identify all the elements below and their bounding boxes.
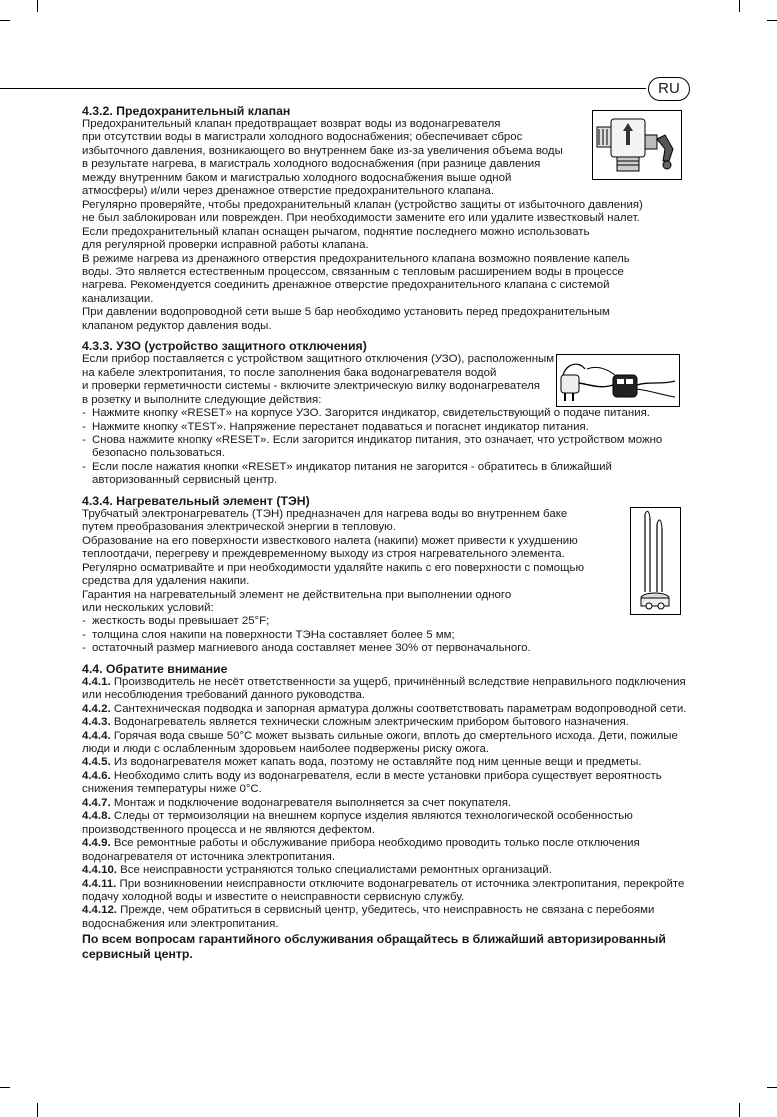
- crop-mark: [739, 1103, 740, 1117]
- paragraph-line: при отсутствии воды в магистрали холодного водоснабжения; обеспечивает сброс: [82, 131, 523, 144]
- paragraph-line: путем преобразования электрической энергии в тепловую.: [82, 521, 396, 534]
- paragraph-line: Трубчатый электронагреватель (ТЭН) предназначен для нагрева воды во внутреннем баке: [82, 507, 568, 520]
- item-text: Следы от термоизоляции на внешнем корпусе изделия являются технологической особенностью производственного процесса и не являются дефектом.: [82, 810, 633, 836]
- numbered-item: [82, 810, 688, 837]
- list-item-text: толщина слоя накипи на поверхности ТЭНа составляет более 5 мм;: [92, 628, 455, 641]
- list-item-text: Нажмите кнопку «RESET» на корпусе УЗО. Загорится индикатор, свидетельствующий о подаче питания.: [92, 407, 650, 420]
- item-text: Из водонагревателя может капать вода, поэтому не оставляйте под ним ценные вещи и предметы.: [113, 756, 642, 769]
- crop-mark: [767, 1087, 777, 1088]
- item-number: 4.4.9.: [82, 837, 111, 850]
- list-item: - Нажмите кнопку «TEST». Напряжение перестанет подаваться и погаснет индикатор питания.: [82, 421, 688, 434]
- numbered-item: [82, 716, 688, 729]
- list-item-text: остаточный размер магниевого анода составляет менее 30% от первоначального.: [92, 642, 531, 655]
- paragraph-line: Предохранительный клапан предотвращает возврат воды из водонагревателя: [82, 118, 501, 130]
- section-attention: [82, 662, 688, 961]
- paragraph-line: нагрева. Рекомендуется соединить дренажное отверстие предохранительного клапана с системой: [82, 279, 610, 292]
- list-item: - Если после нажатия кнопки «RESET» индикатор питания не загорится - обратитесь в ближайший авторизованный сервисный центр.: [82, 461, 688, 488]
- paragraph-line: средства для удаления накипи.: [82, 575, 250, 588]
- paragraph-line: атмосферы) и/или через дренажное отверстие предохранительного клапана.: [82, 185, 495, 198]
- list-item: - жесткость воды превышает 25°F;: [82, 615, 688, 628]
- paragraph-line: избыточного давления, возникающего во внутреннем баке из-за увеличения объема воды: [82, 144, 563, 157]
- item-number: 4.4.5.: [82, 756, 111, 769]
- list-item-text: Если после нажатия кнопки «RESET» индикатор питания не загорится - обратитесь в ближайший авторизованный сервисный центр.: [92, 460, 612, 487]
- list-item: - остаточный размер магниевого анода составляет менее 30% от первоначального.: [82, 642, 688, 655]
- list-item-text: жесткость воды превышает 25°F;: [92, 615, 270, 628]
- numbered-item: [82, 756, 688, 769]
- crop-mark: [0, 1087, 10, 1088]
- numbered-item: [82, 730, 688, 757]
- item-text: Необходимо слить воду из водонагревателя, если в месте установки прибора существует вероятность снижения температуры ниже 0°С.: [82, 769, 662, 796]
- section-heading: 4.4. Обратите внимание: [82, 661, 228, 676]
- numbered-item: [82, 676, 688, 703]
- paragraph-line: клапаном редуктор давления воды.: [82, 319, 272, 332]
- paragraph-line: Регулярно проверяйте, чтобы предохранительный клапан (устройство защиты от избыточного давления): [82, 198, 643, 211]
- numbered-item: [82, 837, 688, 864]
- section-rcd: [82, 339, 688, 488]
- item-text: Производитель не несёт ответственности за ущерб, причинённый вследствие неправильного подключения или несоблюдения требований данного руководства.: [82, 675, 686, 702]
- item-text: Все неисправности устраняются только специалистами ремонтных организаций.: [120, 864, 552, 877]
- paragraph-line: между внутренним баком и магистралью холодного водоснабжения выше одной: [82, 171, 512, 184]
- item-number: 4.4.3.: [82, 716, 111, 729]
- paragraph-line: на кабеле электропитания, то после заполнения бака водонагревателя водой: [82, 366, 497, 379]
- crop-mark: [37, 0, 38, 12]
- paragraph-line: Если прибор поставляется с устройством защитного отключения (УЗО), расположенным: [82, 353, 555, 366]
- list-item-text: Нажмите кнопку «TEST». Напряжение перестанет подаваться и погаснет индикатор питания.: [92, 420, 589, 433]
- header-rule: [0, 88, 646, 89]
- item-text: Горячая вода свыше 50°С может вызвать сильные ожоги, вплоть до смертельного исхода. Дети, пожилые люди и люди с ослабленным здоровьем наиболее подвержены риску ожога.: [82, 729, 678, 756]
- numbered-item: [82, 904, 688, 931]
- section-heading: 4.3.4. Нагревательный элемент (ТЭН): [82, 493, 310, 508]
- paragraph-line: воды. Это является естественным процессом, связанным с тепловым расширением воды в процессе: [82, 265, 624, 278]
- item-number: 4.4.12.: [82, 904, 117, 917]
- list-item: - Снова нажмите кнопку «RESET». Если загорится индикатор питания, это означает, что устройством можно безопасно пользоваться.: [82, 434, 688, 461]
- service-center-note: По всем вопросам гарантийного обслуживания обращайтесь в ближайший авторизированный сервисный центр.: [82, 932, 666, 961]
- item-number: 4.4.8.: [82, 810, 111, 823]
- paragraph-line: При давлении водопроводной сети выше 5 бар необходимо установить перед предохранительным: [82, 306, 610, 319]
- section-heading: 4.3.3. УЗО (устройство защитного отключения): [82, 339, 367, 354]
- item-text: Сантехническая подводка и запорная арматура должны соответствовать параметрам водопроводной сети.: [113, 702, 687, 715]
- list-item-text: Снова нажмите кнопку «RESET». Если загорится индикатор питания, это означает, что устройством можно безопасно пользоваться.: [92, 433, 663, 460]
- item-number: 4.4.1.: [82, 675, 111, 688]
- crop-mark: [739, 0, 740, 12]
- paragraph-line: или нескольких условий:: [82, 601, 214, 614]
- paragraph-line: и проверки герметичности системы - включите электрическую вилку водонагревателя: [82, 380, 540, 393]
- paragraph-line: Если предохранительный клапан оснащен рычагом, поднятие последнего можно использовать: [82, 225, 590, 238]
- numbered-item: [82, 878, 688, 905]
- paragraph-line: не был заблокирован или поврежден. При необходимости замените его или удалите известковый налет.: [82, 212, 640, 225]
- paragraph-line: для регулярной проверки исправной работы клапана.: [82, 239, 369, 252]
- numbered-item: [82, 797, 688, 810]
- paragraph-line: В режиме нагрева из дренажного отверстия предохранительного клапана возможно появление капель: [82, 252, 630, 265]
- section-heading: 4.3.2. Предохранительный клапан: [82, 104, 291, 118]
- paragraph-line: Гарантия на нагревательный элемент не действительна при выполнении одного: [82, 588, 512, 601]
- item-number: 4.4.2.: [82, 702, 111, 715]
- list-item: - толщина слоя накипи на поверхности ТЭНа составляет более 5 мм;: [82, 629, 688, 642]
- list-item: - Нажмите кнопку «RESET» на корпусе УЗО. Загорится индикатор, свидетельствующий о подаче питания.: [82, 407, 688, 420]
- paragraph-line: Регулярно осматривайте и при необходимости удаляйте накипь с его поверхности с помощью: [82, 561, 585, 574]
- item-text: При возникновении неисправности отключите водонагреватель от источника электропитания, перекройте подачу холодной воды и известите о неисправности сервисную службу.: [82, 877, 685, 904]
- crop-mark: [0, 20, 10, 21]
- crop-mark: [37, 1103, 38, 1117]
- section-safety-valve: [82, 104, 688, 333]
- item-number: 4.4.11.: [82, 877, 117, 890]
- item-number: 4.4.7.: [82, 796, 111, 809]
- paragraph-line: в результате нагрева, в магистраль холодного водоснабжения (при разнице давления: [82, 158, 541, 171]
- document-body: [82, 104, 688, 961]
- section-heating-element: [82, 494, 688, 656]
- paragraph-line: теплоотдачи, перегреву и преждевременному выходу из строя нагревательного элемента.: [82, 548, 565, 561]
- item-text: Водонагреватель является технически сложным электрическим прибором бытового назначения.: [113, 716, 629, 729]
- item-number: 4.4.10.: [82, 864, 117, 877]
- item-text: Все ремонтные работы и обслуживание прибора необходимо проводить только после отключения водонагревателя от источника электропитания.: [82, 837, 640, 863]
- item-number: 4.4.6.: [82, 769, 111, 782]
- paragraph-line: канализации.: [82, 292, 154, 305]
- paragraph-line: в розетку и выполните следующие действия:: [82, 393, 322, 406]
- paragraph-line: Образование на его поверхности известкового налета (накипи) может привести к ухудшению: [82, 534, 578, 547]
- item-number: 4.4.4.: [82, 729, 111, 742]
- numbered-item: [82, 864, 688, 877]
- item-text: Прежде, чем обратиться в сервисный центр, убедитесь, что неисправность не связана с перебоями водоснабжения или электропитания.: [82, 904, 655, 930]
- language-badge: RU: [648, 77, 690, 101]
- numbered-item: [82, 770, 688, 797]
- crop-mark: [767, 20, 777, 21]
- numbered-item: [82, 703, 688, 716]
- item-text: Монтаж и подключение водонагревателя выполняется за счет покупателя.: [113, 796, 512, 809]
